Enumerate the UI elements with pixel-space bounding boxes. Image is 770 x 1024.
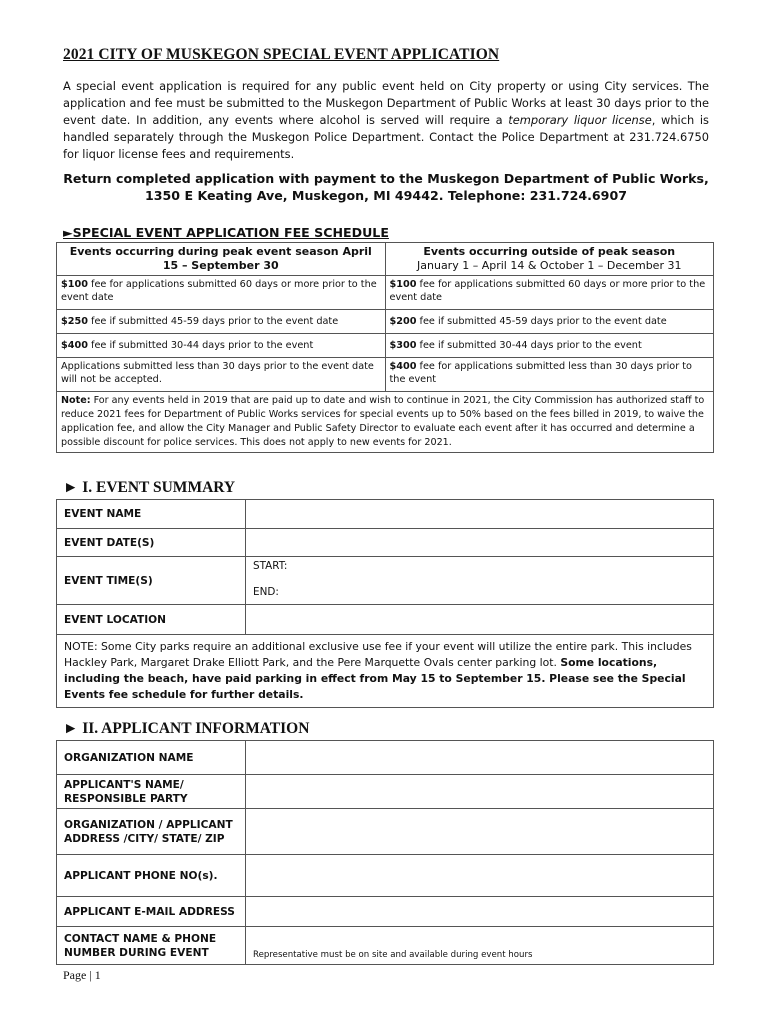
intro-paragraph xyxy=(63,78,709,163)
page-title: 2021 CITY OF MUSKEGON SPECIAL EVENT APPLICATION xyxy=(63,46,500,63)
form-row xyxy=(57,500,714,529)
fee-schedule-table xyxy=(56,242,714,453)
phone-field[interactable] xyxy=(246,855,714,897)
contact-line-2: NUMBER DURING EVENT xyxy=(64,946,209,959)
form-row xyxy=(57,741,714,775)
event-name-label: EVENT NAME xyxy=(57,500,246,529)
event-location-field[interactable] xyxy=(246,605,714,635)
event-start-field[interactable] xyxy=(246,557,714,585)
fee-amount: $400 xyxy=(61,340,88,351)
org-name-field[interactable] xyxy=(246,741,714,775)
event-times-label: EVENT TIME(S) xyxy=(57,557,246,605)
form-row xyxy=(57,775,714,809)
fee-cell xyxy=(57,276,386,310)
fee-row xyxy=(57,310,714,334)
address-label xyxy=(57,809,246,855)
fee-col1-header: Events occurring during peak event season April 15 – September 30 xyxy=(57,243,386,276)
fee-text: fee for applications submitted 60 days or more prior to the event date xyxy=(389,279,706,303)
event-end-field[interactable] xyxy=(246,585,714,605)
event-dates-field[interactable] xyxy=(246,529,714,557)
fee-col2-header xyxy=(385,243,714,276)
return-line-2: 1350 E Keating Ave, Muskegon, MI 49442. Telephone: 231.724.6907 xyxy=(145,188,627,203)
contact-note: Representative must be on site and available during event hours xyxy=(253,950,533,960)
end-label: END: xyxy=(253,585,279,598)
fee-cell xyxy=(385,334,714,358)
address-line-2: ADDRESS /CITY/ STATE/ ZIP xyxy=(64,832,225,845)
org-name-label: ORGANIZATION NAME xyxy=(57,741,246,775)
address-line-1: ORGANIZATION / APPLICANT xyxy=(64,818,233,831)
fee-cell xyxy=(57,310,386,334)
fee-note-text: For any events held in 2019 that are paid up to date and wish to continue in 2021, the City Commission has authorized staff to reduce 2021 fees for Department of Public Works services for special events up to 50% based on the fees billed in 2019, to waive the application fee, and allow the City Manager and Public Safety Director to evaluate each event after it has occurred and determine a possible discount for police services. This does not apply to new events for 2021. xyxy=(61,395,705,448)
fee-cell xyxy=(57,334,386,358)
return-line-1: Return completed application with payment to the Muskegon Department of Public Works, xyxy=(63,171,709,186)
event-summary-table xyxy=(56,499,714,708)
fee-cell xyxy=(57,358,386,392)
fee-row xyxy=(57,334,714,358)
form-row xyxy=(57,557,714,585)
fee-cell xyxy=(385,276,714,310)
return-instructions xyxy=(63,170,709,204)
fee-cell xyxy=(385,358,714,392)
parks-note-text: NOTE: Some City parks require an additional exclusive use fee if your event will utilize the entire park. This includes Hackley Park, Margaret Drake Elliott Park, and the Pere Marquette Ovals center parking lot. xyxy=(64,640,692,669)
fee-row xyxy=(57,358,714,392)
form-row xyxy=(57,605,714,635)
applicant-name-line-1: APPLICANT'S NAME/ xyxy=(64,778,184,791)
intro-text-1: A special event application is required for any public event held on City property or using City services. The application and fee must be submitted to the Muskegon Department of Public Works at least 30 days prior to the event date. In addition, any events where alcohol is served will require a xyxy=(63,79,709,127)
event-location-label: EVENT LOCATION xyxy=(57,605,246,635)
fee-schedule-heading: ►SPECIAL EVENT APPLICATION FEE SCHEDULE xyxy=(63,225,389,240)
fee-note xyxy=(57,392,714,453)
applicant-name-label xyxy=(57,775,246,809)
intro-text-2: , which is handled separately through the Muskegon Police Department. Contact the Police Department at 231.724.6750 for liquor license fees and requirements. xyxy=(63,113,709,161)
fee-note-row xyxy=(57,392,714,453)
event-dates-label: EVENT DATE(S) xyxy=(57,529,246,557)
fee-text: fee for applications submitted 60 days or more prior to the event date xyxy=(61,279,377,303)
fee-text: fee if submitted 30-44 days prior to the event xyxy=(416,340,642,351)
start-label: START: xyxy=(253,560,288,572)
fee-text: fee if submitted 45-59 days prior to the event date xyxy=(416,316,667,327)
contact-line-1: CONTACT NAME & PHONE xyxy=(64,932,217,945)
form-row xyxy=(57,529,714,557)
form-row xyxy=(57,809,714,855)
event-name-field[interactable] xyxy=(246,500,714,529)
contact-field[interactable] xyxy=(246,927,714,965)
applicant-name-field[interactable] xyxy=(246,775,714,809)
parks-note xyxy=(57,635,714,708)
fee-amount: $100 xyxy=(61,279,88,290)
email-field[interactable] xyxy=(246,897,714,927)
applicant-name-line-2: RESPONSIBLE PARTY xyxy=(64,792,188,805)
fee-amount: $400 xyxy=(389,361,417,372)
form-row xyxy=(57,927,714,965)
fee-text: fee for applications submitted less than 30 days prior to the event xyxy=(389,361,692,385)
fee-text: fee if submitted 30-44 days prior to the event xyxy=(87,340,314,351)
form-row xyxy=(57,635,714,708)
applicant-heading: ► II. APPLICANT INFORMATION xyxy=(63,720,310,737)
fee-amount: $100 xyxy=(389,279,417,290)
fee-col2-subtitle: January 1 – April 14 & October 1 – December 31 xyxy=(417,259,682,272)
address-field[interactable] xyxy=(246,809,714,855)
fee-row xyxy=(57,276,714,310)
fee-amount: $200 xyxy=(389,316,417,327)
event-summary-heading: ► I. EVENT SUMMARY xyxy=(63,479,236,496)
page-footer: Page | 1 xyxy=(63,968,101,982)
fee-text: fee if submitted 45-59 days prior to the event date xyxy=(87,316,339,327)
fee-amount: $250 xyxy=(61,316,88,327)
applicant-table xyxy=(56,740,714,965)
fee-text: Applications submitted less than 30 days prior to the event date will not be accepted. xyxy=(61,361,374,385)
form-row xyxy=(57,897,714,927)
email-label: APPLICANT E-MAIL ADDRESS xyxy=(57,897,246,927)
fee-header-row xyxy=(57,243,714,276)
fee-cell xyxy=(385,310,714,334)
phone-label: APPLICANT PHONE NO(s). xyxy=(57,855,246,897)
intro-emphasis: temporary liquor license xyxy=(508,113,652,127)
contact-label xyxy=(57,927,246,965)
fee-note-label: Note: xyxy=(61,395,91,406)
parks-note-bold: Some locations, including the beach, have paid parking in effect from May 15 to September 15. Please see the Special Events fee schedule for further details. xyxy=(64,656,686,701)
fee-amount: $300 xyxy=(389,340,417,351)
form-row xyxy=(57,855,714,897)
fee-col2-title: Events occurring outside of peak season xyxy=(423,245,676,258)
